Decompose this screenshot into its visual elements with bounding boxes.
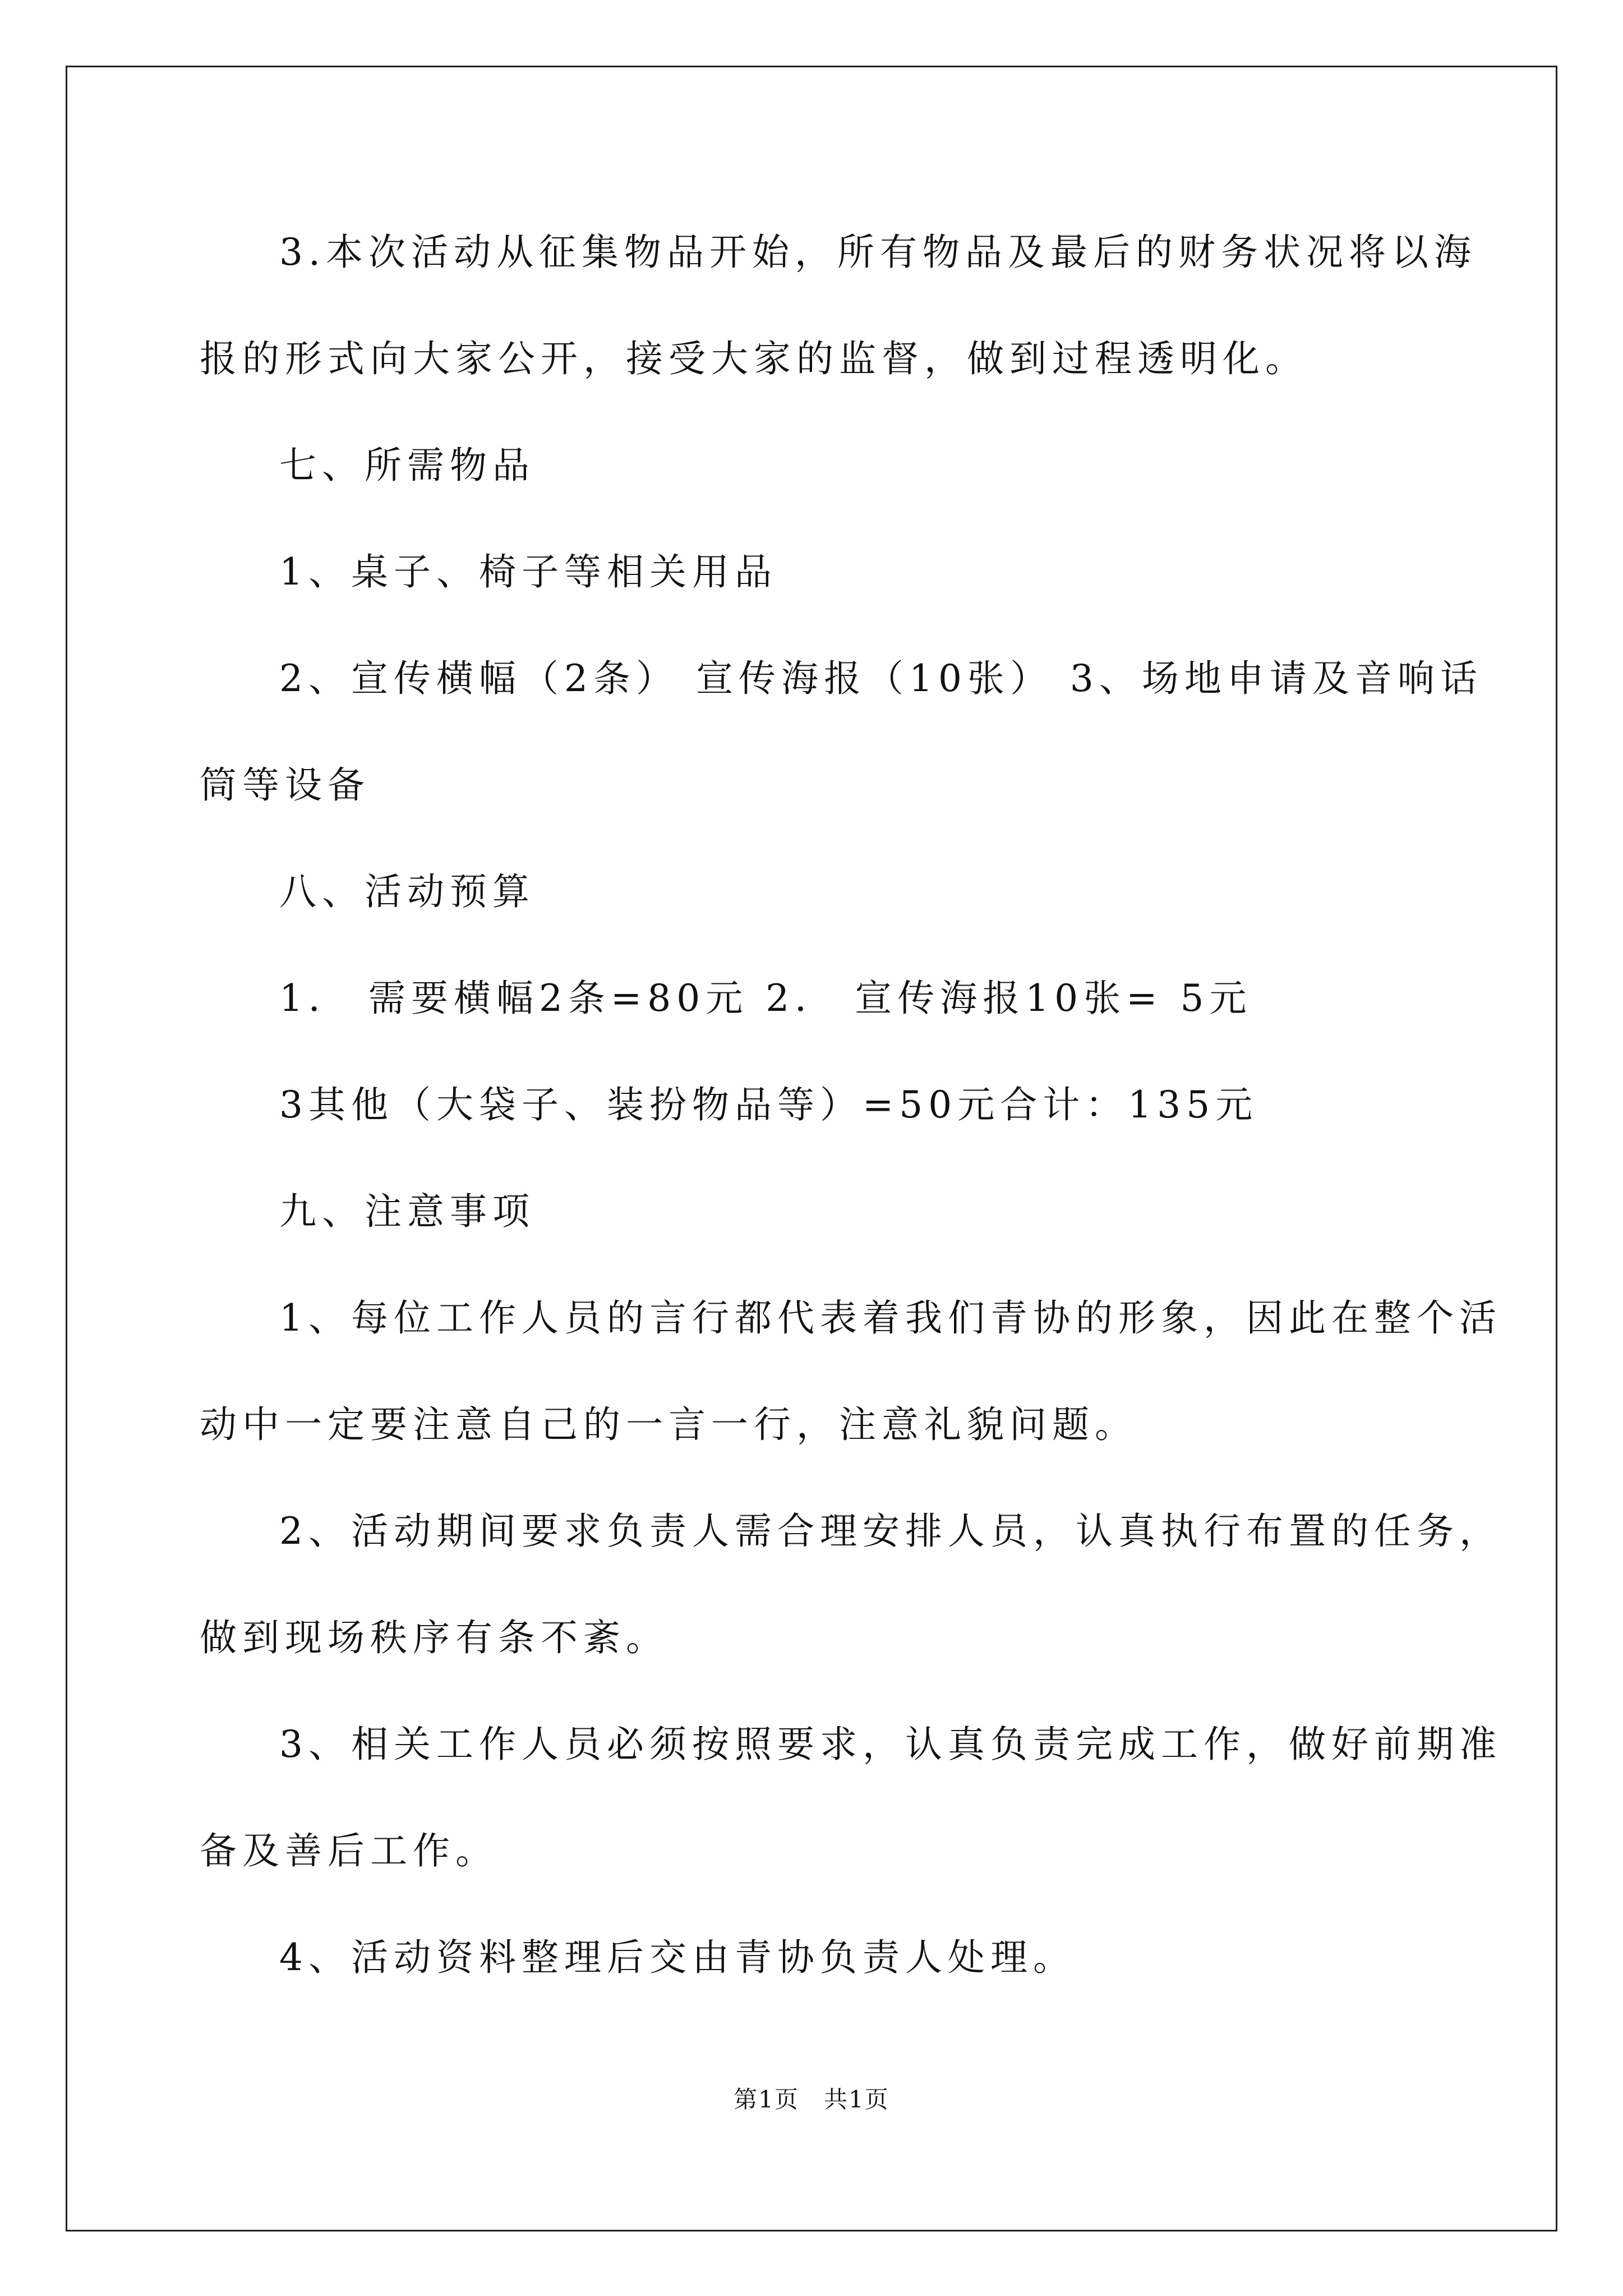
section-heading: 九、注意事项 — [279, 1190, 535, 1233]
list-item: 2、宣传横幅（2条） 宣传海报（10张） 3、场地申请及音响话 — [279, 657, 1483, 700]
list-item: 4、活动资料整理后交由青协负责人处理。 — [279, 1936, 1076, 1979]
page-border — [66, 66, 1557, 2231]
section-heading: 七、所需物品 — [279, 444, 535, 487]
list-item: 1、每位工作人员的言行都代表着我们青协的形象，因此在整个活 — [279, 1296, 1502, 1340]
list-item: 3、相关工作人员必须按照要求，认真负责完成工作，做好前期准 — [279, 1723, 1502, 1766]
list-item: 2、活动期间要求负责人需合理安排人员，认真执行布置的任务， — [279, 1510, 1502, 1553]
paragraph-line: 筒等设备 — [200, 763, 370, 807]
paragraph-line: 备及善后工作。 — [200, 1829, 498, 1872]
list-item: 3其他（大袋子、装扮物品等）=50元合计：135元 — [279, 1083, 1258, 1126]
paragraph-line: 3.本次活动从征集物品开始，所有物品及最后的财务状况将以海 — [279, 231, 1477, 274]
list-item: 1、桌子、椅子等相关用品 — [279, 550, 777, 593]
list-item: 1． 需要横幅2条=80元 2． 宣传海报10张= 5元 — [279, 977, 1252, 1020]
paragraph-line: 报的形式向大家公开，接受大家的监督，做到过程透明化。 — [200, 337, 1308, 380]
paragraph-line: 做到现场秩序有条不紊。 — [200, 1616, 668, 1659]
section-heading: 八、活动预算 — [279, 870, 535, 913]
page-number: 第1页 共1页 — [734, 2086, 889, 2113]
paragraph-line: 动中一定要注意自己的一言一行，注意礼貌问题。 — [200, 1403, 1137, 1446]
